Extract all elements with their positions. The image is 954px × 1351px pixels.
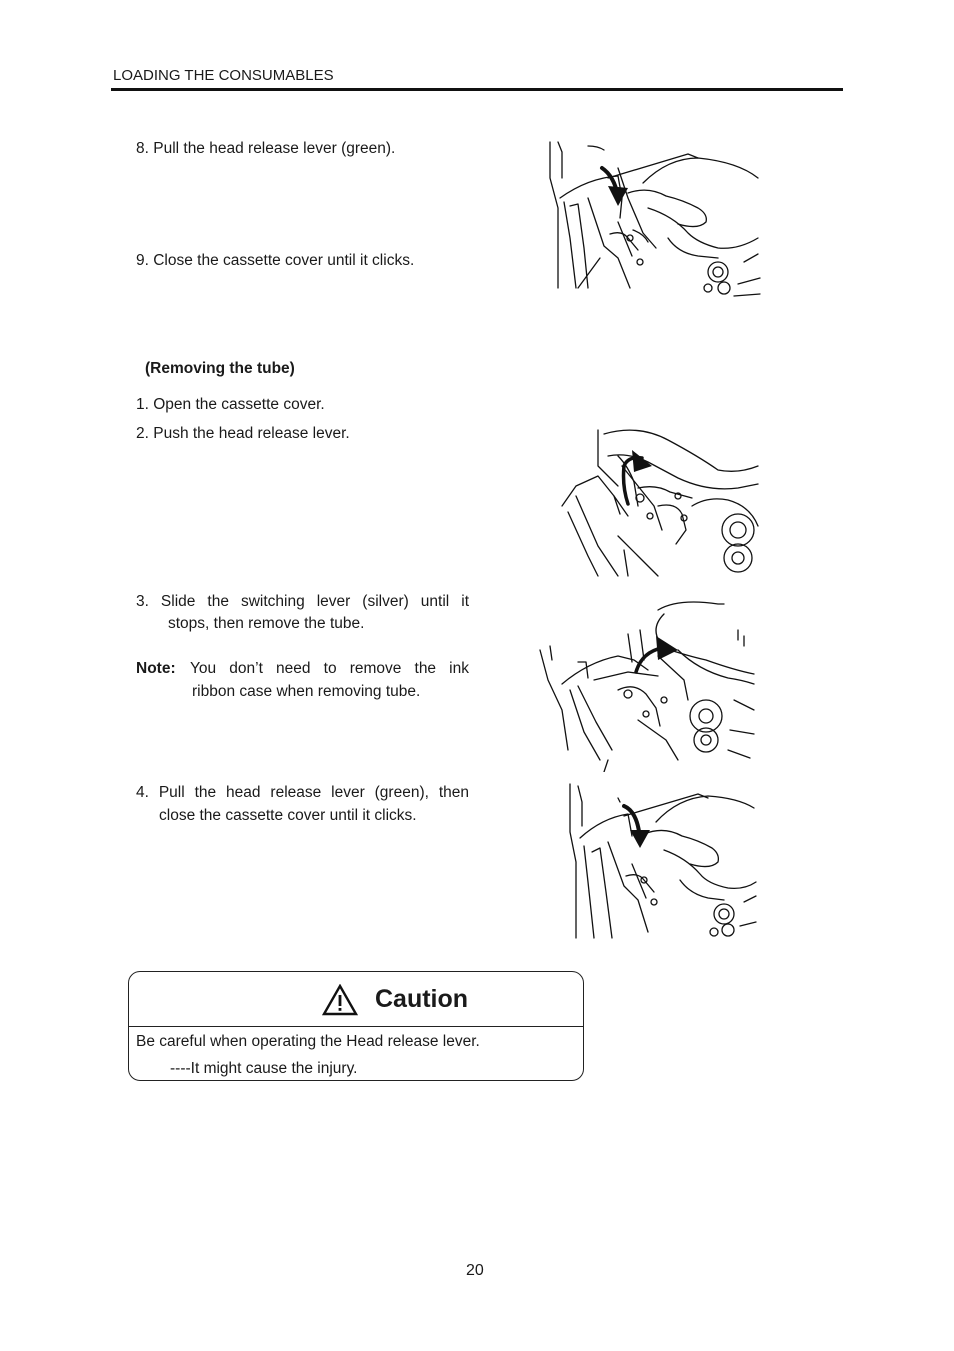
illustration-slide-switching-lever — [538, 600, 756, 772]
step-3-line2: stops, then remove the tube. — [168, 615, 365, 632]
step-1-text: 1. Open the cassette cover. — [136, 396, 325, 413]
caution-line1: Be careful when operating the Head release lever. — [136, 1033, 480, 1050]
removing-heading: (Removing the tube) — [145, 360, 295, 377]
step-8-text: 8. Pull the head release lever (green). — [136, 140, 396, 157]
caution-line2: ----It might cause the injury. — [170, 1060, 358, 1077]
illustration-push-lever — [558, 426, 762, 582]
note-line1: You don’t need to remove the ink — [190, 660, 469, 677]
note-line2: ribbon case when removing tube. — [192, 683, 421, 700]
header-rule — [111, 88, 843, 91]
warning-triangle-icon — [322, 984, 358, 1016]
caution-title: Caution — [375, 985, 469, 1013]
step-4-line2: close the cassette cover until it clicks. — [159, 807, 417, 824]
note-label: Note: — [136, 660, 176, 677]
caution-divider — [129, 1026, 584, 1027]
section-header: LOADING THE CONSUMABLES — [113, 67, 334, 84]
step-4-line1: 4. Pull the head release lever (green), then — [136, 784, 469, 801]
step-9-text: 9. Close the cassette cover until it clicks. — [136, 252, 415, 269]
step-3-line1: 3. Slide the switching lever (silver) until it — [136, 593, 469, 610]
step-2-text: 2. Push the head release lever. — [136, 425, 350, 442]
page-number: 20 — [466, 1262, 484, 1279]
illustration-pull-lever-close-cover — [568, 782, 758, 942]
illustration-pull-lever — [548, 138, 762, 298]
